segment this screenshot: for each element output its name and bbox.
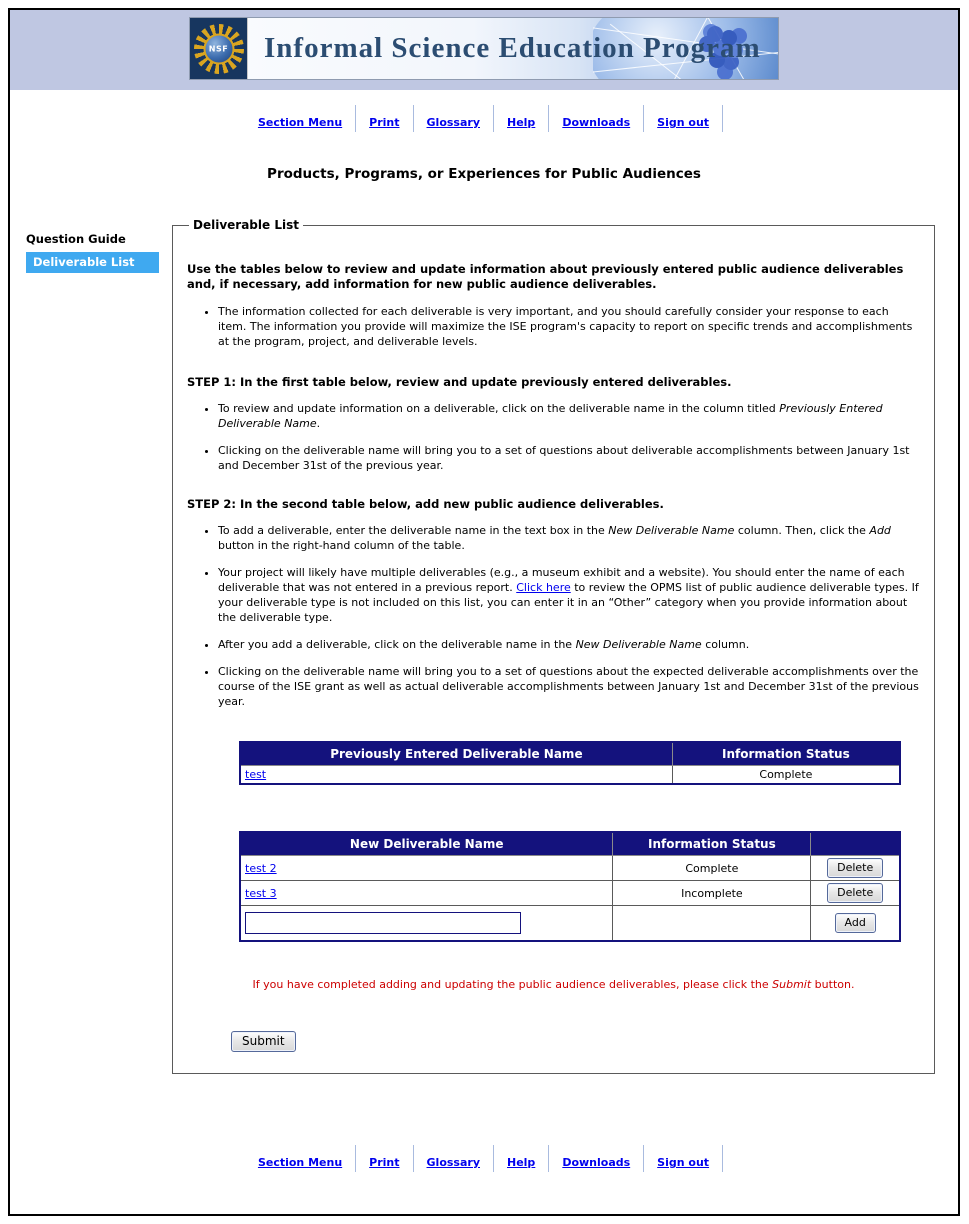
list-item: • Clicking on the deliverable name will bring you to a set of questions about the expected deliverable accomplishments over the course of the ISE grant as well as actual deliverable accomplishments between January 1st and December 31st of the previous year. xyxy=(218,664,920,709)
intro-text: Use the tables below to review and update information about previously entered public audience deliverables and, if necessary, add information for new public audience deliverables. xyxy=(187,262,904,291)
list-item xyxy=(218,523,920,553)
bullet-text: After you add a deliverable, click on the deliverable name in the xyxy=(218,638,576,651)
bullet-text: to review the OPMS list of public audience deliverable types. If your deliverable type is not included on this list, you can enter it in an “Other” category when you provide information about the deliverable type. xyxy=(218,581,919,624)
column-header-status: Information Status xyxy=(672,742,900,766)
table-row xyxy=(240,906,900,942)
fieldset-legend: Deliverable List xyxy=(193,218,299,232)
notice-text: button. xyxy=(811,978,855,991)
banner-title: Informal Science Education Program xyxy=(264,32,761,64)
nav-print[interactable]: Print xyxy=(369,1156,400,1169)
list-item xyxy=(218,565,920,625)
table-header-row xyxy=(240,742,900,766)
status-value: Incomplete xyxy=(613,881,811,906)
nav-help[interactable]: Help xyxy=(507,1156,536,1169)
step2-title: STEP 2: In the second table below, add new public audience deliverables. xyxy=(187,497,664,511)
column-header-status: Information Status xyxy=(613,832,811,856)
sidebar-heading: Question Guide xyxy=(26,232,126,246)
bullet-italic: Add xyxy=(869,524,891,537)
step1-bullet-list xyxy=(187,401,920,473)
delete-button[interactable]: Delete xyxy=(827,858,883,878)
list-item: • Clicking on the deliverable name will bring you to a set of questions about deliverable accomplishments between January 1st and December 31st of the previous year. xyxy=(218,443,920,473)
nav-downloads[interactable]: Downloads xyxy=(562,1156,631,1169)
nav-glossary[interactable]: Glossary xyxy=(426,1156,480,1169)
nsf-logo xyxy=(190,18,248,79)
submit-button[interactable]: Submit xyxy=(231,1031,296,1052)
list-item: • The information collected for each deliverable is very important, and you should carefully consider your response to each item. The information you provide will maximize the ISE program's capacity to report on specific trends and accomplishments at the program, project, and deliverable levels. xyxy=(218,304,920,349)
deliverable-link[interactable]: test xyxy=(245,768,267,781)
new-deliverables-table xyxy=(239,831,901,942)
table-row xyxy=(240,856,900,881)
status-value: Complete xyxy=(613,856,811,881)
list-item xyxy=(218,401,920,431)
new-deliverable-input[interactable] xyxy=(245,912,521,934)
submit-notice xyxy=(187,978,920,991)
table-row xyxy=(240,766,900,785)
sidebar-item-deliverable-list[interactable]: Deliverable List xyxy=(26,252,159,273)
page-frame xyxy=(8,8,960,1216)
content-row xyxy=(10,218,958,1074)
nav-section-menu[interactable]: Section Menu xyxy=(257,116,343,129)
column-header-previous-name: Previously Entered Deliverable Name xyxy=(240,742,672,766)
sidebar xyxy=(10,218,172,273)
delete-button[interactable]: Delete xyxy=(827,883,883,903)
add-button[interactable]: Add xyxy=(835,913,876,933)
nav-help[interactable]: Help xyxy=(507,116,536,129)
notice-italic: Submit xyxy=(772,978,812,991)
bullet-text: column. Then, click the xyxy=(734,524,870,537)
header-band xyxy=(10,10,958,90)
bullet-text: To review and update information on a deliverable, click on the deliverable name in the column titled xyxy=(218,402,780,415)
column-header-action xyxy=(811,832,900,856)
bottom-nav xyxy=(10,1142,958,1172)
bullet-text: column. xyxy=(701,638,750,651)
nav-glossary[interactable]: Glossary xyxy=(426,116,480,129)
bullet-text: Your project will likely have multiple deliverables (e.g., a museum exhibit and a website). You should enter the name of each deliverable that was not entered in a previous report. xyxy=(218,566,905,594)
deliverable-list-fieldset xyxy=(172,218,935,1074)
top-nav xyxy=(10,102,958,132)
nav-sign-out[interactable]: Sign out xyxy=(657,116,710,129)
divider xyxy=(722,105,723,132)
deliverable-link[interactable]: test 2 xyxy=(245,861,277,875)
nav-print[interactable]: Print xyxy=(369,116,400,129)
status-value: Complete xyxy=(672,766,900,785)
bullet-text: . xyxy=(316,417,321,430)
empty-cell xyxy=(613,906,811,942)
click-here-link[interactable]: Click here xyxy=(516,581,571,594)
bullet-text: To add a deliverable, enter the deliverable name in the text box in the xyxy=(218,524,609,537)
program-banner xyxy=(189,17,779,80)
step2-bullet-list xyxy=(187,523,920,709)
table-row xyxy=(240,881,900,906)
previous-deliverables-table xyxy=(239,741,901,785)
step1-title: STEP 1: In the first table below, review and update previously entered deliverables. xyxy=(187,375,732,389)
bullet-text: button in the right-hand column of the table. xyxy=(218,539,465,552)
bullet-italic: New Deliverable Name xyxy=(608,524,735,537)
info-bullet-list xyxy=(187,304,920,349)
nav-sign-out[interactable]: Sign out xyxy=(657,1156,710,1169)
notice-text: If you have completed adding and updating the public audience deliverables, please click the xyxy=(252,978,773,991)
page-title: Products, Programs, or Experiences for Public Audiences xyxy=(267,166,701,182)
column-header-new-name: New Deliverable Name xyxy=(240,832,613,856)
deliverable-link[interactable]: test 3 xyxy=(245,886,277,900)
bullet-italic: Previously Entered Deliverable Name xyxy=(218,402,883,430)
table-header-row xyxy=(240,832,900,856)
divider xyxy=(722,1145,723,1172)
bullet-italic: New Deliverable Name xyxy=(575,638,702,651)
nav-downloads[interactable]: Downloads xyxy=(562,116,631,129)
list-item xyxy=(218,637,920,652)
nav-section-menu[interactable]: Section Menu xyxy=(257,1156,343,1169)
nsf-globe-icon: NSF xyxy=(203,33,234,64)
